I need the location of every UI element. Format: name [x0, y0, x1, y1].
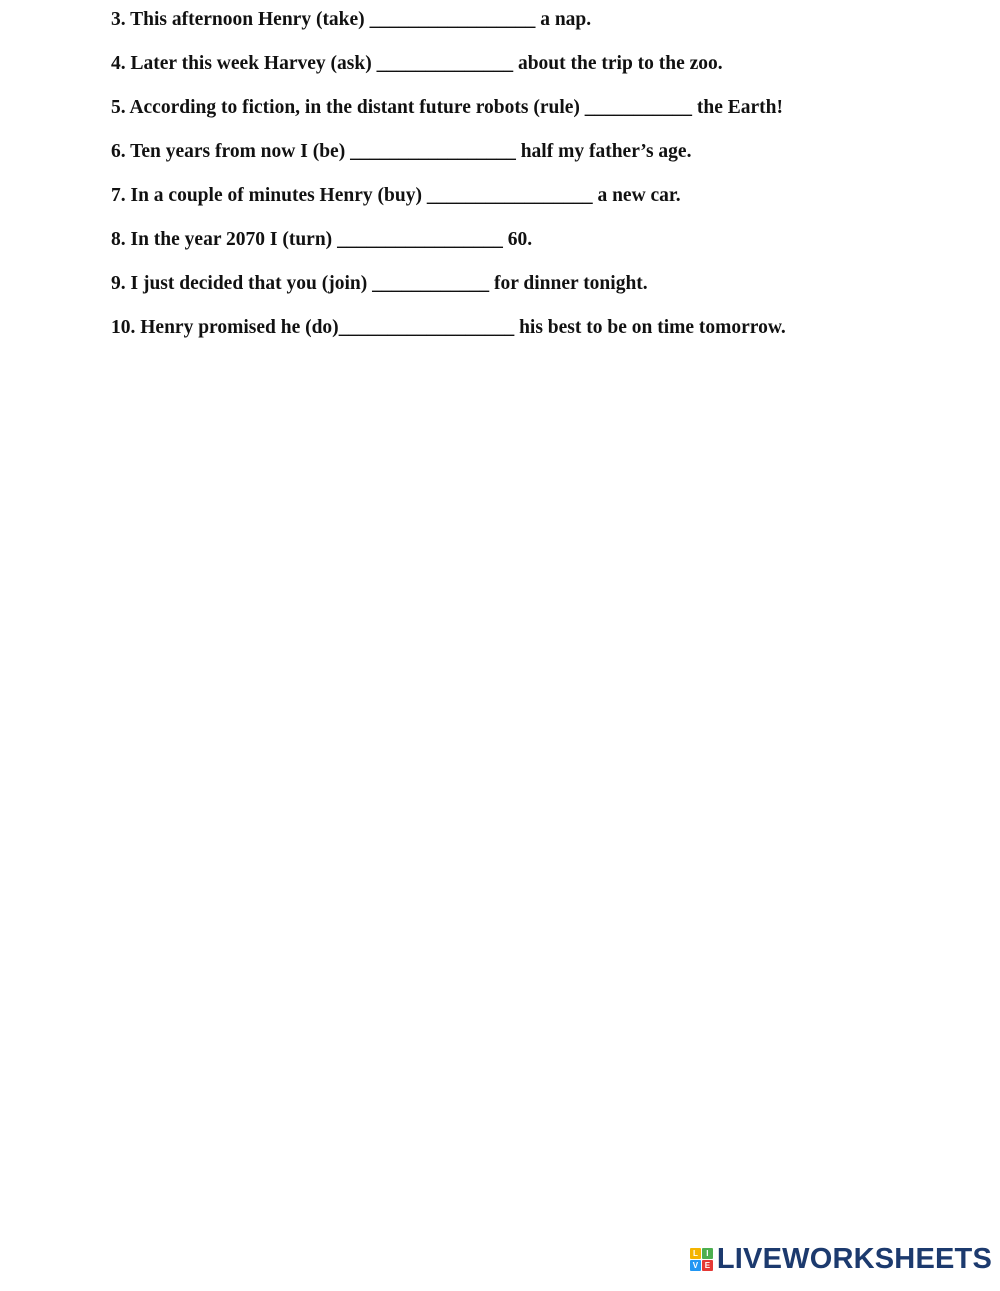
- question-number: 4.: [111, 53, 126, 74]
- question-text-before: In the year 2070 I (turn): [130, 229, 333, 250]
- question-text-after: the Earth!: [696, 97, 784, 118]
- answer-blank[interactable]: _________________: [369, 9, 536, 30]
- answer-blank[interactable]: _________________: [426, 185, 593, 206]
- question-text-after: about the trip to the zoo.: [517, 53, 723, 74]
- question-number: 10.: [111, 317, 136, 338]
- question-6: [111, 140, 691, 164]
- question-number: 9.: [111, 273, 126, 294]
- question-number: 8.: [111, 229, 126, 250]
- question-number: 5.: [111, 97, 126, 118]
- question-5: [111, 96, 783, 120]
- answer-blank[interactable]: _________________: [350, 141, 516, 162]
- question-text-after: a nap.: [540, 9, 592, 30]
- question-text-before: According to fiction, in the distant future robots (rule): [129, 97, 580, 118]
- answer-blank[interactable]: _________________: [337, 229, 503, 250]
- question-number: 3.: [111, 9, 126, 30]
- question-7: [111, 184, 681, 208]
- question-text-before: Later this week Harvey (ask): [130, 53, 372, 74]
- question-text-before: This afternoon Henry (take): [130, 9, 365, 30]
- question-3: [111, 8, 591, 32]
- question-text-before: In a couple of minutes Henry (buy): [130, 185, 422, 206]
- question-text-before: Ten years from now I (be): [130, 141, 346, 162]
- logo-text: LIVEWORKSHEETS: [716, 1242, 992, 1275]
- logo-tile: L: [690, 1248, 701, 1259]
- answer-blank[interactable]: __________________: [338, 317, 515, 338]
- question-text-after: his best to be on time tomorrow.: [519, 317, 786, 338]
- question-number: 6.: [111, 141, 126, 162]
- question-9: [111, 272, 648, 296]
- answer-blank[interactable]: ___________: [584, 97, 693, 118]
- question-10: [111, 316, 786, 340]
- question-text-after: 60.: [507, 229, 533, 250]
- logo-tile: E: [702, 1260, 713, 1271]
- answer-blank[interactable]: ____________: [372, 273, 490, 294]
- logo-tile: V: [690, 1260, 701, 1271]
- logo-tiles-icon: [690, 1248, 713, 1271]
- question-number: 7.: [111, 185, 126, 206]
- question-text-before: Henry promised he (do): [140, 317, 339, 338]
- liveworksheets-logo: [690, 1243, 992, 1275]
- answer-blank[interactable]: ______________: [376, 53, 514, 74]
- question-text-before: I just decided that you (join): [130, 273, 368, 294]
- question-text-after: a new car.: [597, 185, 681, 206]
- question-4: [111, 52, 723, 76]
- question-text-after: half my father’s age.: [520, 141, 692, 162]
- question-8: [111, 228, 532, 252]
- logo-tile: I: [702, 1248, 713, 1259]
- question-text-after: for dinner tonight.: [493, 273, 648, 294]
